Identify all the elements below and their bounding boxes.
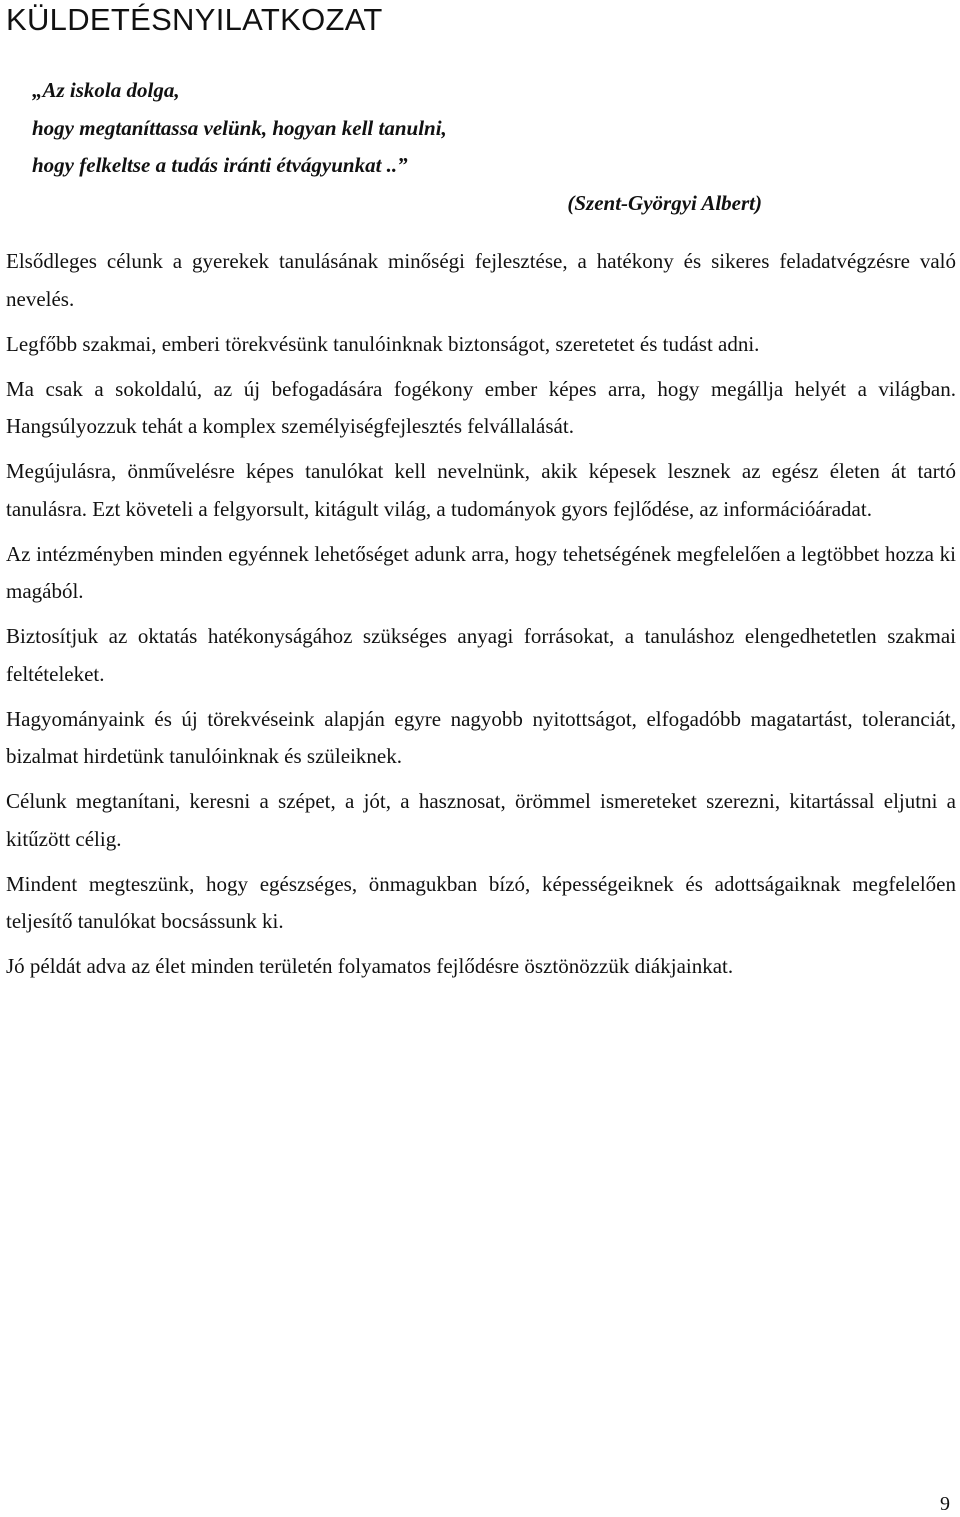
paragraph: Ma csak a sokoldalú, az új befogadására fogékony ember képes arra, hogy megállja helyét a világban. Hangsúlyozzuk tehát a komplex személyiségfejlesztés felvállalását. — [6, 376, 956, 438]
motto-quote — [32, 72, 762, 222]
page-number: 9 — [940, 1493, 950, 1515]
paragraph: Legfőbb szakmai, emberi törekvésünk tanulóinknak biztonságot, szeretetet és tudást adni. — [6, 331, 760, 356]
paragraph: Mindent megteszünk, hogy egészséges, önmagukban bízó, képességeiknek és adottságaiknak megfelelően teljesítő tanulókat bocsássunk ki. — [6, 871, 956, 933]
paragraph: Biztosítjuk az oktatás hatékonyságához szükséges anyagi forrásokat, a tanuláshoz elengedhetetlen szakmai feltételeket. — [6, 624, 956, 686]
document-page — [6, 0, 956, 1517]
paragraph: Hagyományaink és új törekvéseink alapján egyre nagyobb nyitottságot, elfogadóbb magatartást, toleranciát, bizalmat hirdetünk tanulóinknak és szüleiknek. — [6, 706, 956, 768]
paragraph: Az intézményben minden egyénnek lehetőséget adunk arra, hogy tehetségének megfelelően a legtöbbet hozza ki magából. — [6, 541, 956, 603]
mission-statement-body — [6, 243, 956, 993]
quote-line: „Az iskola dolga, — [32, 78, 180, 102]
paragraph: Elsődleges célunk a gyerekek tanulásának minőségi fejlesztése, a hatékony és sikeres feladatvégzésre való nevelés. — [6, 249, 956, 311]
quote-line: hogy felkeltse a tudás iránti étvágyunkat ..” — [32, 153, 408, 177]
paragraph: Megújulásra, önművelésre képes tanulókat kell nevelnünk, akik képesek lesznek az egész életen át tartó tanulásra. Ezt követeli a felgyorsult, kitágult világ, a tudományok gyors fejlődése, az információáradat. — [6, 459, 956, 521]
quote-author: (Szent-Györgyi Albert) — [567, 190, 762, 215]
paragraph: Célunk megtanítani, keresni a szépet, a jót, a hasznosat, örömmel ismereteket szerezni, kitartással eljutni a kitűzött célig. — [6, 789, 956, 851]
page-title: KÜLDETÉSNYILATKOZAT — [6, 2, 383, 37]
paragraph: Jó példát adva az élet minden területén folyamatos fejlődésre ösztönözzük diákjainkat. — [6, 954, 734, 978]
quote-line: hogy megtaníttassa velünk, hogyan kell tanulni, — [32, 115, 447, 140]
